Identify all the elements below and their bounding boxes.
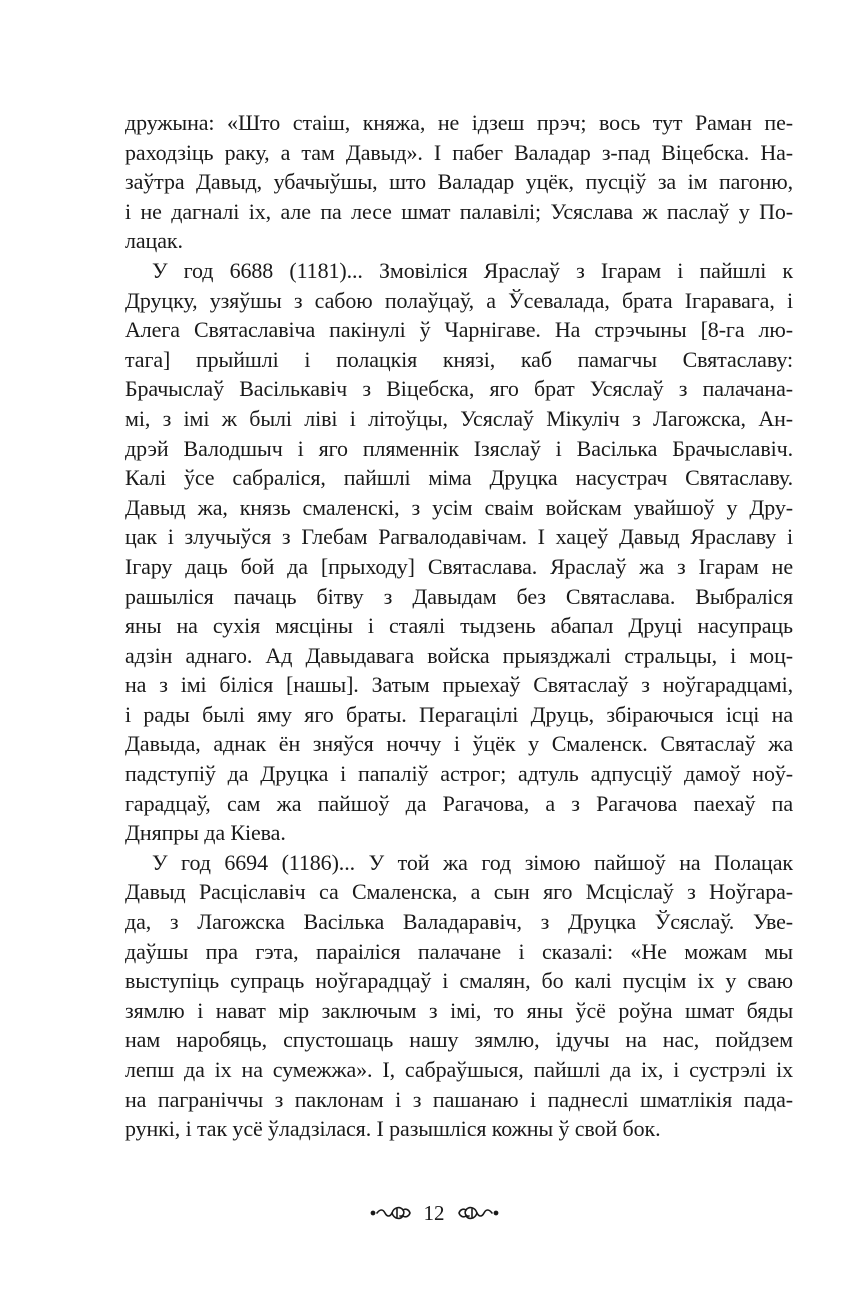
text-line: Калі ўсе сабраліся, пайшлі міма Друцка насустрач Святаславу. xyxy=(125,465,793,491)
text-line: зямлю і нават мір заключым з імі, то яны ўсё роўна шмат бяды xyxy=(125,997,793,1023)
text-line: раходзіць раку, а там Давыд». І пабег Валадар з-пад Віцебска. На- xyxy=(125,139,793,165)
text-line: і рады былі яму яго браты. Перагацілі Друць, збіраючыся ісці на xyxy=(125,701,793,727)
text-line: Давыд Расціславіч са Смаленска, а сын яго Мсціслаў з Ноўгара- xyxy=(125,879,793,905)
paragraph-first-line: У год 6694 (1186)... У той жа год зімою пайшоў на Полацак xyxy=(152,849,793,875)
ornament-right-icon xyxy=(457,1203,499,1223)
page-footer xyxy=(0,1198,868,1228)
text-line: Давыд жа, князь смаленскі, з усім сваім войскам увайшоў у Дру- xyxy=(125,494,793,520)
text-line: на з імі біліся [нашы]. Затым прыехаў Святаслаў з ноўгарадцамі, xyxy=(125,672,793,698)
text-line: дружына: «Што стаіш, княжа, не ідзеш прэч; вось тут Раман пе- xyxy=(125,110,793,135)
page-number: 12 xyxy=(423,1201,445,1225)
text-line: выступіць супраць ноўгарадцаў і смалян, бо калі пусцім іх у сваю xyxy=(125,968,793,994)
text-line: і не дагналі іх, але па лесе шмат палавілі; Усяслава ж паслаў у По- xyxy=(125,198,793,224)
text-line: Ігару даць бой да [прыходу] Святаслава. Яраслаў жа з Ігарам не xyxy=(125,553,793,579)
text-line: падступіў да Друцка і папаліў астрог; адтуль адпусціў дамоў ноў- xyxy=(125,761,793,787)
text-line: цак і злучыўся з Глебам Рагвалодавічам. І хацеў Давыд Яраславу і xyxy=(125,524,793,550)
body-text xyxy=(125,108,793,1144)
text-line: рункі, і так усё ўладзілася. І разышліся кожны ў свой бок. xyxy=(125,1116,661,1142)
text-line: Давыда, аднак ён зняўся ноччу і ўцёк у Смаленск. Святаслаў жа xyxy=(125,731,793,757)
text-line: заўтра Давыд, убачыўшы, што Валадар уцёк, пусціў за ім пагоню, xyxy=(125,169,793,195)
text-line: дрэй Валодшыч і яго пляменнік Ізяслаў і Васілька Брачыславіч. xyxy=(125,435,793,461)
text-line: Алега Святаславіча пакінулі ў Чарнігаве. На стрэчыны [8-га лю- xyxy=(125,317,793,343)
text-line: лепш да іх на сумежжа». І, сабраўшыся, пайшлі да іх, і сустрэлі іх xyxy=(125,1057,793,1082)
ornament-left-icon xyxy=(370,1203,412,1223)
text-line: мі, з імі ж былі ліві і літоўцы, Усяслаў Мікуліч з Лагожска, Ан- xyxy=(125,405,793,431)
text-line: нам наробяць, спустошаць нашу зямлю, ідучы на нас, пойдзем xyxy=(125,1027,793,1053)
text-line: Дняпры да Кіева. xyxy=(125,820,286,846)
text-line: Брачыслаў Васількавіч з Віцебска, яго брат Усяслаў з палачана- xyxy=(125,376,793,402)
text-line: лацак. xyxy=(125,228,183,254)
text-line: рашыліся пачаць бітву з Давыдам без Святаслава. Выбраліся xyxy=(125,583,793,609)
text-line: даўшы пра гэта, параіліся палачане і сказалі: «Не можам мы xyxy=(125,938,793,964)
text-line: яны на сухія мясціны і стаялі тыдзень абапал Друці насупраць xyxy=(125,613,793,639)
text-line: гарадцаў, сам жа пайшоў да Рагачова, а з Рагачова паехаў па xyxy=(125,790,793,816)
text-line: да, з Лагожска Васілька Валадаравіч, з Друцка Ўсяслаў. Уве- xyxy=(125,909,793,935)
text-line: на паграніччы з паклонам і з пашанаю і паднеслі шматлікія пада- xyxy=(125,1086,793,1112)
text-line: Друцку, узяўшы з сабою полаўцаў, а Ўсевалада, брата Ігаравага, і xyxy=(125,287,793,313)
paragraph-first-line: У год 6688 (1181)... Змовіліся Яраслаў з Ігарам і пайшлі к xyxy=(152,257,793,283)
text-line: адзін аднаго. Ад Давыдавага войска прыязджалі стральцы, і моц- xyxy=(125,642,793,668)
text-line: тага] прыйшлі і полацкія князі, каб памагчы Святаславу: xyxy=(125,346,793,372)
